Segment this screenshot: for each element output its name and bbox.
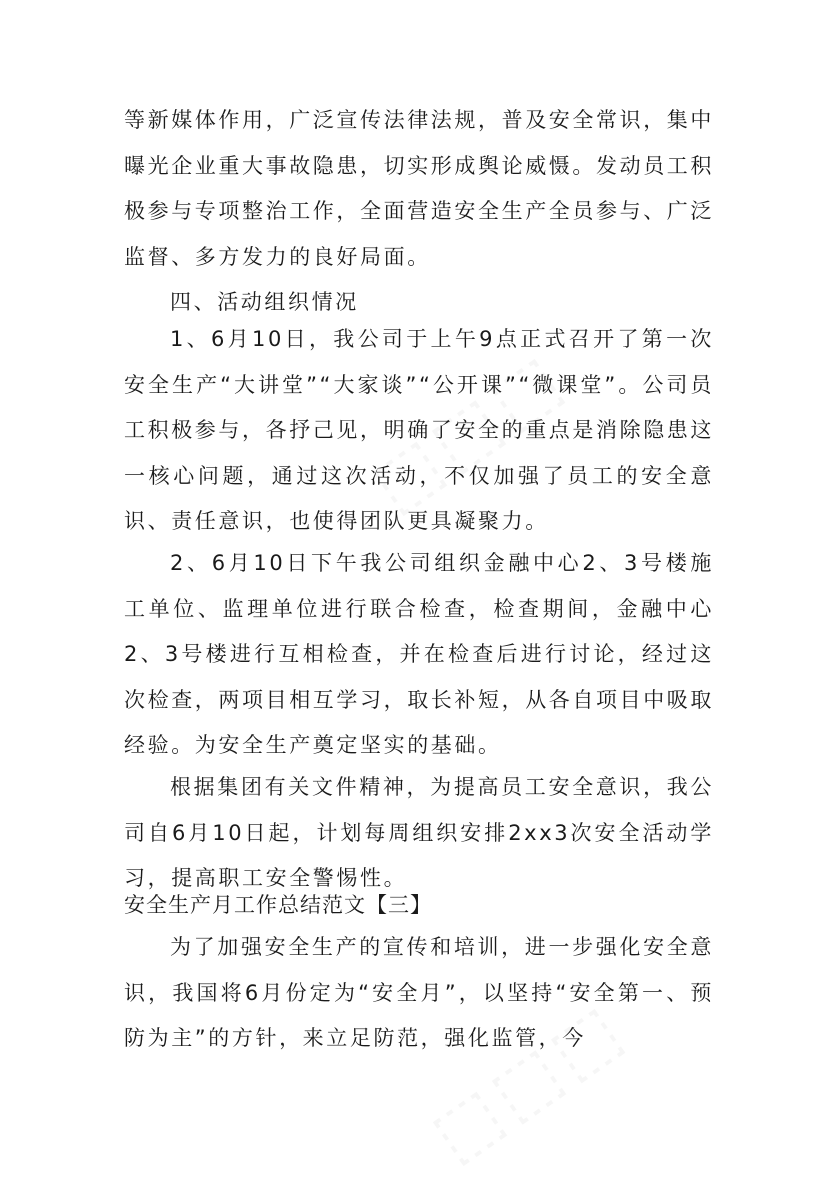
paragraph-plan: 根据集团有关文件精神，为提高员工安全意识，我公司自6月10日起，计划每周组织安排2xx3次安全活动学习，提高职工安全警惕性。	[124, 775, 714, 890]
section-heading-activity: 四、活动组织情况	[170, 290, 359, 314]
paragraph-item-2: 2、6月10日下午我公司组织金融中心2、3号楼施工单位、监理单位进行联合检查，检查期间，金融中心2、3号楼进行互相检查，并在检查后进行讨论，经过这次检查，两项目相互学习，取长补短，从各自项目中吸取经验。为安全生产奠定坚实的基础。	[124, 551, 714, 757]
paragraph-item-1: 1、6月10日，我公司于上午9点正式召开了第一次安全生产“大讲堂”“大家谈”“公开课”“微课堂”。公司员工积极参与，各抒己见，明确了安全的重点是消除隐患这一核心问题，通过这次活动，不仅加强了员工的安全意识、责任意识，也使得团队更具凝聚力。	[124, 327, 714, 533]
paragraph-continuation: 等新媒体作用，广泛宣传法律法规，普及安全常识，集中曝光企业重大事故隐患，切实形成舆论威慑。发动员工积极参与专项整治工作，全面营造安全生产全员参与、广泛监督、多方发力的良好局面。	[124, 108, 714, 269]
paragraph-intro: 为了加强安全生产的宣传和培训，进一步强化安全意识，我国将6月份定为“安全月”，以坚持“安全第一、预防为主”的方针，来立足防范，强化监管，今	[124, 935, 714, 1050]
article-title: 安全生产月工作总结范文【三】	[124, 893, 432, 917]
